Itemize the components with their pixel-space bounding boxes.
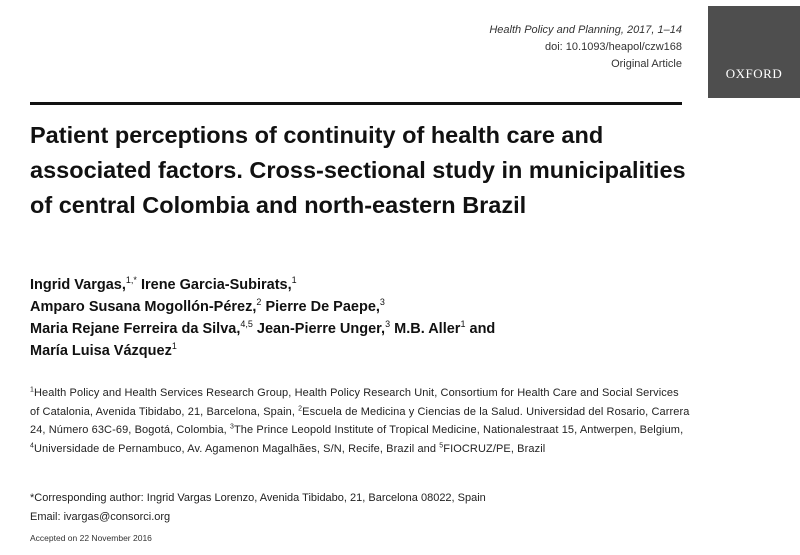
publisher-logo-text: OXFORD: [725, 66, 783, 81]
author-affiliation-mark: 1: [171, 341, 177, 352]
author-name: Pierre De Paepe,: [265, 299, 380, 315]
publisher-logo: [708, 6, 800, 98]
author-name: María Luisa Vázquez: [30, 343, 172, 359]
author-name: Irene Garcia-Subirats,: [140, 277, 292, 293]
author-affiliation-mark: 3: [385, 319, 391, 330]
corresponding-author: [30, 489, 690, 527]
author-affiliation-mark: 1: [291, 275, 297, 286]
doi: doi: 10.1093/heapol/czw168: [545, 41, 682, 53]
affiliation-text: Health Policy and Health Services Research Group, Health Policy Research Unit, Consortium for Health Care and Social Services of Catalonia, Avenida Tibidabo, 21, Barcelona, Spain,: [30, 387, 679, 418]
author-name: Amparo Susana Mogollón-Pérez,: [30, 299, 257, 315]
author-list: [30, 274, 730, 362]
author-affiliation-mark: 1,*: [125, 275, 137, 286]
author-name: Jean-Pierre Unger,: [256, 321, 386, 337]
affiliations: [30, 384, 690, 458]
journal-meta: [362, 22, 682, 73]
author-affiliation-mark: 3: [379, 297, 385, 308]
author-name: Ingrid Vargas,: [30, 277, 126, 293]
affiliation-text: Universidade de Pernambuco, Av. Agamenon Magalhães, S/N, Recife, Brazil and: [34, 442, 440, 455]
affiliation-mark: 5: [439, 441, 444, 449]
affiliation-mark: 3: [229, 423, 234, 431]
header-rule: [30, 102, 682, 105]
affiliation-mark: 4: [30, 441, 34, 449]
author-name: Maria Rejane Ferreira da Silva,: [30, 321, 241, 337]
author-name: M.B. Aller: [394, 321, 461, 337]
author-affiliation-mark: 4,5: [240, 319, 253, 330]
affiliation-text: FIOCRUZ/PE, Brazil: [443, 442, 546, 455]
accepted-date: Accepted on 22 November 2016: [30, 533, 152, 543]
affiliation-text: Escuela de Medicina y Ciencias de la Salud. Universidad del Rosario, Carrera 24, Número 63C-69, Bogotá, Colombia,: [30, 405, 690, 436]
article-title: Patient perceptions of continuity of health care and associated factors. Cross-sectional study in municipalities of central Colombia and north-eastern Brazil: [30, 122, 686, 218]
journal-citation: Health Policy and Planning, 2017, 1–14: [489, 24, 682, 36]
affiliation-mark: 1: [30, 386, 34, 394]
corresponding-author-line: *Corresponding author: Ingrid Vargas Lorenzo, Avenida Tibidabo, 21, Barcelona 08022, Spain: [30, 492, 486, 504]
author-affiliation-mark: 1: [460, 319, 466, 330]
affiliation-mark: 2: [298, 404, 303, 412]
affiliation-text: The Prince Leopold Institute of Tropical Medicine, Nationalestraat 15, Antwerpen, Belgium,: [233, 424, 684, 436]
article-type: Original Article: [611, 58, 682, 70]
corresponding-email: Email: ivargas@consorci.org: [30, 511, 171, 523]
author-conjunction: and: [469, 321, 496, 337]
author-affiliation-mark: 2: [256, 297, 262, 308]
